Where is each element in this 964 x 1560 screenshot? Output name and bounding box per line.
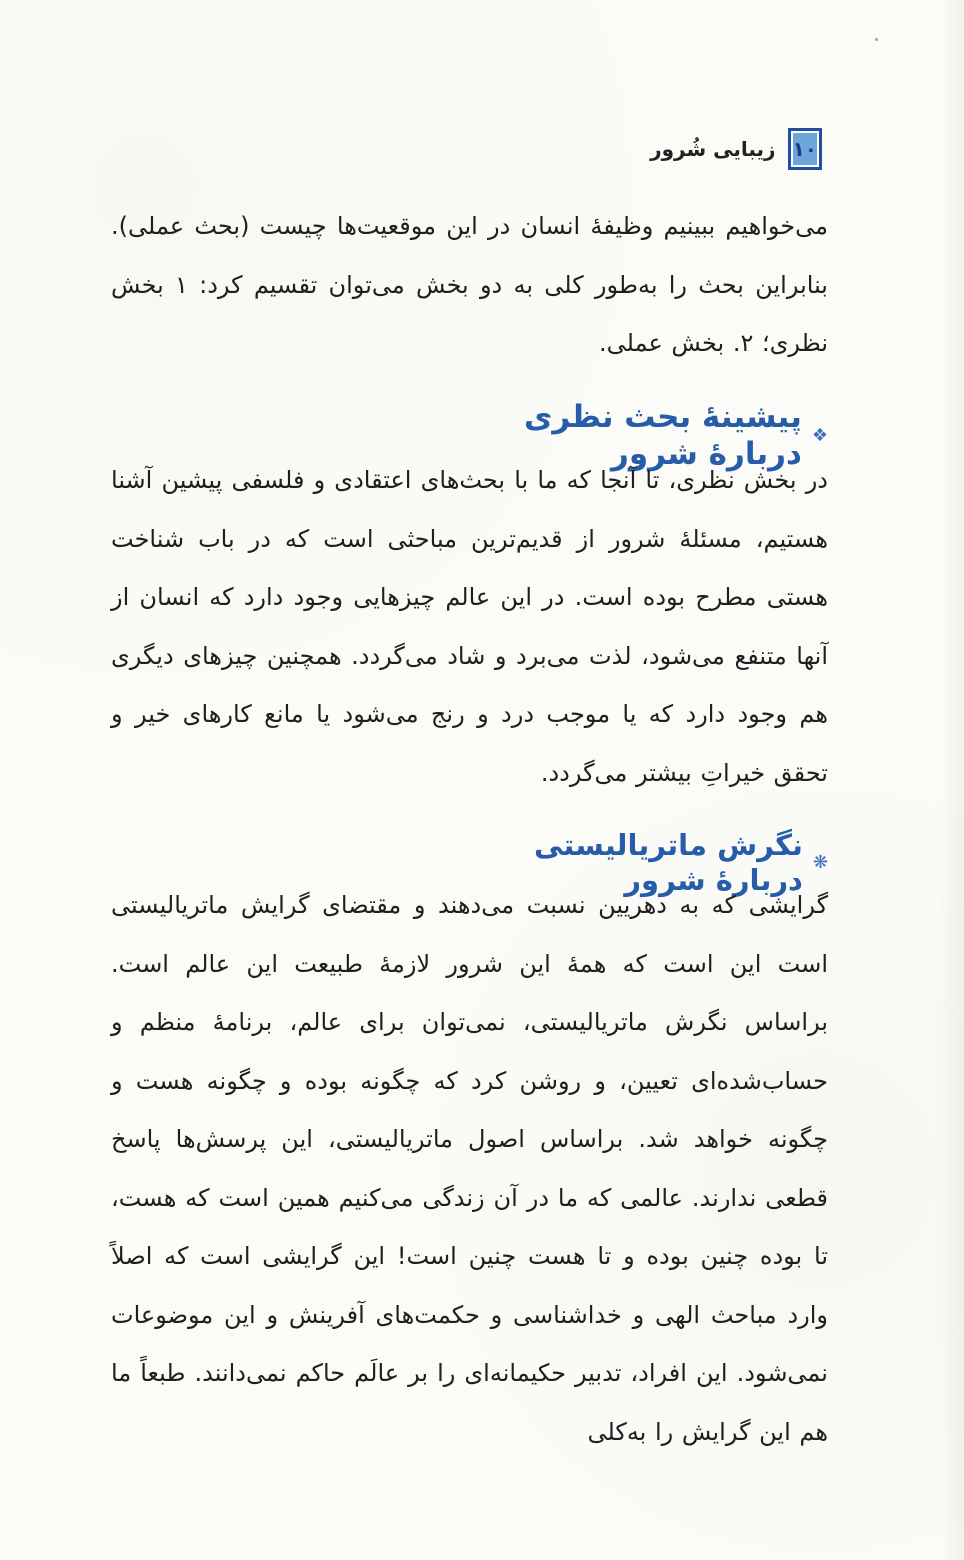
section-title-1-text: پیشینهٔ بحث نظری دربارهٔ شرور	[523, 399, 802, 473]
section-2-body	[111, 876, 828, 1461]
page-number: ۱۰	[793, 133, 817, 165]
page-number-box	[788, 128, 822, 170]
intro-paragraph: می‌خواهیم ببینیم وظیفهٔ انسان در این موقعیت‌ها چیست (بحث عملی). بنابراین بحث را به‌طور کلی به دو بخش می‌توان تقسیم کرد: ۱ بخش نظری؛ ۲. بخش عملی.	[111, 212, 828, 357]
running-title: زیبایی شُرور	[650, 137, 776, 161]
section-2-paragraph: گرایشی که به دهریین نسبت می‌دهند و مقتضای گرایش ماتریالیستی است این است که همهٔ این شرور لازمهٔ طبیعت این عالم است. براساس نگرش ماتریالیستی، نمی‌توان برای عالم، برنامهٔ منظم و حساب‌شده‌ای تعیین، و روشن کرد که چگونه بوده و چگونه هست و چگونه خواهد شد. براساس اصول ماتریالیستی، این پرسش‌ها پاسخ قطعی ندارند. عالمی که ما در آن زندگی می‌کنیم همین است که هست، تا بوده چنین بوده و تا هست چنین است! این گرایشی است که اصلاً وارد مباحث الهی و خداشناسی و حکمت‌های آفرینش و این موضوعات نمی‌شود. این افراد، تدبیر حکیمانه‌ای را بر عالَم حاکم نمی‌دانند. طبعاً ما هم این گرایش را به‌کلی	[111, 891, 828, 1446]
section-1-body	[111, 451, 828, 802]
intro-paragraph-block	[111, 197, 828, 373]
page-header	[652, 127, 822, 171]
scan-mark	[875, 38, 878, 41]
section-title-2-text: نگرش ماتریالیستی دربارهٔ شرور	[534, 828, 803, 897]
section-1-paragraph: در بخش نظری، تا آنجا که ما با بحث‌های اعتقادی و فلسفی پیشین آشنا هستیم، مسئلهٔ شرور از قدیم‌ترین مباحثی است که در باب شناخت هستی مطرح بوده است. در این عالم چیزهایی وجود دارد که انسان از آنها متنفع می‌شود، لذت می‌برد و شاد می‌گردد. همچنین چیزهای دیگری هم وجود دارد که یا موجب درد و رنج می‌شود یا مانع کارهای خیر و تحقق خیراتِ بیشتر می‌گردد.	[111, 466, 828, 787]
diamond-bullet-icon: ❖	[811, 425, 828, 447]
asterisk-bullet-icon: ❋	[812, 851, 828, 873]
page-edge-shadow	[938, 0, 964, 1560]
